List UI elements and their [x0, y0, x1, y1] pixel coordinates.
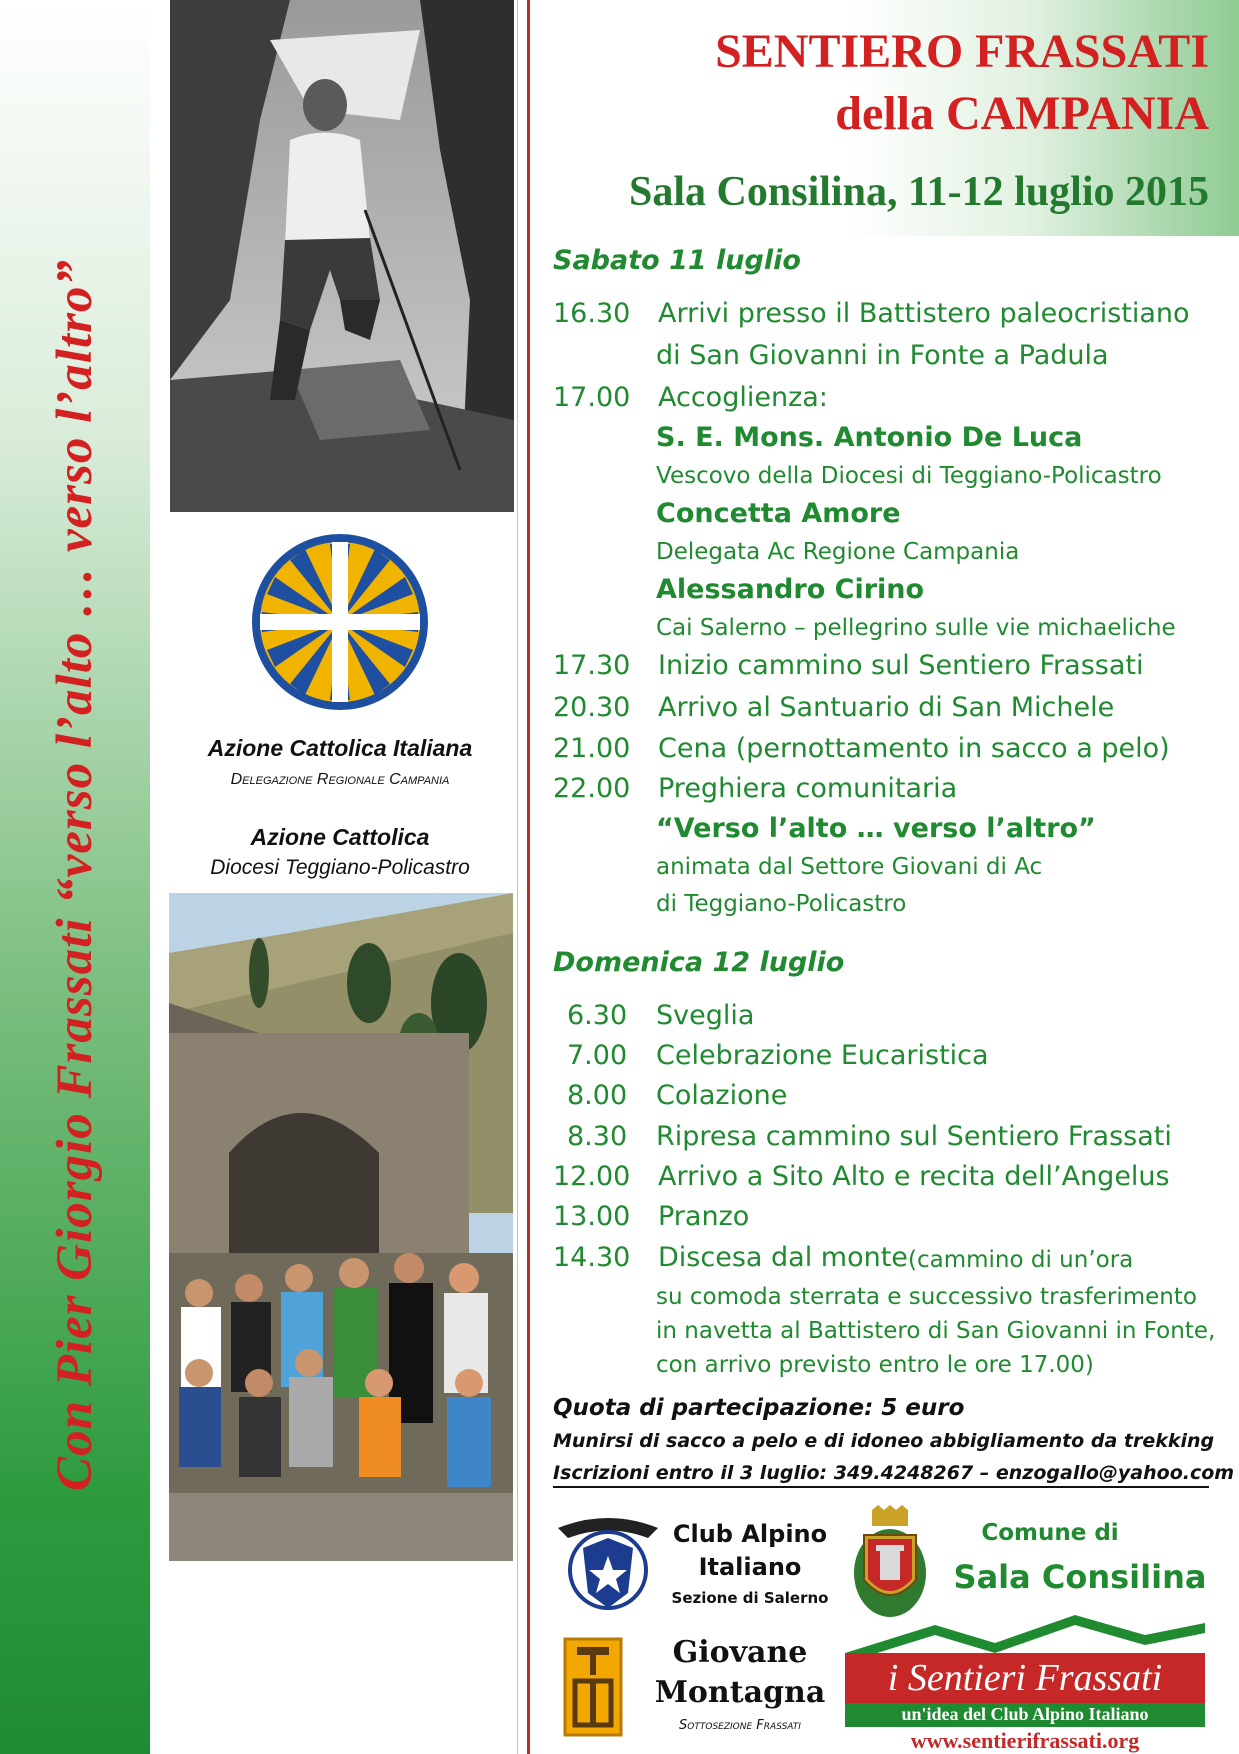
event-subtitle: Sala Consilina, 11-12 luglio 2015 [629, 169, 1209, 215]
saturday-heading: Sabato 11 luglio [553, 245, 801, 276]
sat-time-2: 17.00 [553, 382, 631, 413]
equipment-info: Munirsi di sacco a pelo e di idoneo abbigliamento da trekking [553, 1430, 1215, 1452]
registration-info: Iscrizioni entro il 3 luglio: 349.4248267 – enzogallo@yahoo.com [553, 1462, 1235, 1484]
sun-time-3: 8.00 [567, 1080, 628, 1111]
ac-diocese-subtitle: Diocesi Teggiano-Policastro [210, 856, 470, 879]
aci-subtitle: Delegazione Regionale Campania [230, 771, 450, 788]
prayer-title: “Verso l’alto … verso l’altro” [656, 813, 1096, 844]
sun-text-4: Ripresa cammino sul Sentiero Frassati [656, 1121, 1172, 1152]
sun-text-5: Arrivo a Sito Alto e recita dell’Angelus [658, 1161, 1170, 1192]
sun-text-2: Celebrazione Eucaristica [656, 1040, 989, 1071]
title-line2: della CAMPANIA [835, 87, 1209, 140]
sat-time-3: 17.30 [553, 650, 631, 681]
sun-time-6: 13.00 [553, 1201, 631, 1232]
sun-text-1: Sveglia [656, 1000, 755, 1031]
info-divider [553, 1486, 1209, 1488]
divider-red [527, 0, 530, 1754]
sat-time-5: 21.00 [553, 733, 631, 764]
sat-text-2: Accoglienza: [658, 382, 828, 413]
sf-title: i Sentieri Frassati [887, 1657, 1163, 1699]
comune-line2: Sala Consilina [953, 1558, 1207, 1596]
sf-url: www.sentierifrassati.org [910, 1728, 1140, 1753]
title-line1: SENTIERO FRASSATI [715, 25, 1209, 78]
sun-text-6: Pranzo [658, 1201, 750, 1232]
sat-text-1-cont: di San Giovanni in Fonte a Padula [656, 340, 1109, 371]
sat-text-3: Inizio cammino sul Sentiero Frassati [658, 650, 1144, 681]
sun-text-3: Colazione [656, 1080, 788, 1111]
sun-time-2: 7.00 [567, 1040, 628, 1071]
comune-line1: Comune di [981, 1520, 1119, 1546]
ac-diocese-title: Azione Cattolica [250, 824, 430, 850]
sat-time-6: 22.00 [553, 773, 631, 804]
sun-time-1: 6.30 [567, 1000, 628, 1031]
sat-time-1: 16.30 [553, 298, 631, 329]
sat-text-5: Cena (pernottamento in sacco a pelo) [658, 733, 1170, 764]
gm-line2: Montagna [654, 1675, 826, 1710]
sat-text-1: Arrivi presso il Battistero paleocristiano [658, 298, 1190, 329]
vertical-motto [0, 0, 150, 1754]
descent-note4: con arrivo previsto entro le ore 17.00) [656, 1352, 1094, 1378]
fee-info: Quota di partecipazione: 5 euro [553, 1395, 965, 1421]
aci-title: Azione Cattolica Italiana [207, 735, 473, 761]
welcome-role-3: Cai Salerno – pellegrino sulle vie michaeliche [656, 615, 1176, 641]
sf-subtitle: un'idea del Club Alpino Italiano [901, 1704, 1149, 1724]
sun-time-7: 14.30 [553, 1242, 631, 1273]
comune-crest [850, 1505, 930, 1620]
sun-time-4: 8.30 [567, 1121, 628, 1152]
azione-cattolica-logo [250, 532, 430, 712]
welcome-role-2: Delegata Ac Regione Campania [656, 539, 1020, 565]
cai-logo [553, 1508, 663, 1618]
welcome-name-3: Alessandro Cirino [656, 574, 925, 605]
group-photo [169, 893, 513, 1561]
sat-text-6: Preghiera comunitaria [658, 773, 958, 804]
welcome-role-1: Vescovo della Diocesi di Teggiano-Policastro [656, 463, 1162, 489]
sat-text-4: Arrivo al Santuario di San Michele [658, 692, 1115, 723]
prayer-line2: di Teggiano-Policastro [656, 891, 907, 917]
giovane-montagna-logo [563, 1637, 623, 1737]
cai-line3: Sezione di Salerno [671, 1589, 829, 1607]
prayer-line1: animata dal Settore Giovani di Ac [656, 854, 1043, 880]
cai-line1: Club Alpino [672, 1520, 828, 1548]
gm-line3: Sottosezione Frassati [679, 1718, 801, 1733]
welcome-name-1: S. E. Mons. Antonio De Luca [656, 422, 1083, 453]
sun-time-5: 12.00 [553, 1161, 631, 1192]
sunday-heading: Domenica 12 luglio [553, 947, 845, 978]
gm-line1: Giovane [672, 1635, 808, 1670]
sun-text-7: Discesa dal monte [658, 1242, 908, 1273]
descent-note3: in navetta al Battistero di San Giovanni in Fonte, [656, 1318, 1216, 1344]
frassati-photo [170, 0, 514, 512]
sat-time-4: 20.30 [553, 692, 631, 723]
cai-line2: Italiano [698, 1553, 802, 1581]
vertical-motto-text: Con Pier Giorgio Frassati “verso l’alto … verso l’altro” [47, 259, 103, 1491]
welcome-name-2: Concetta Amore [656, 498, 901, 529]
descent-note2: su comoda sterrata e successivo trasferimento [656, 1284, 1197, 1310]
descent-note1: (cammino di un’ora [908, 1247, 1134, 1273]
